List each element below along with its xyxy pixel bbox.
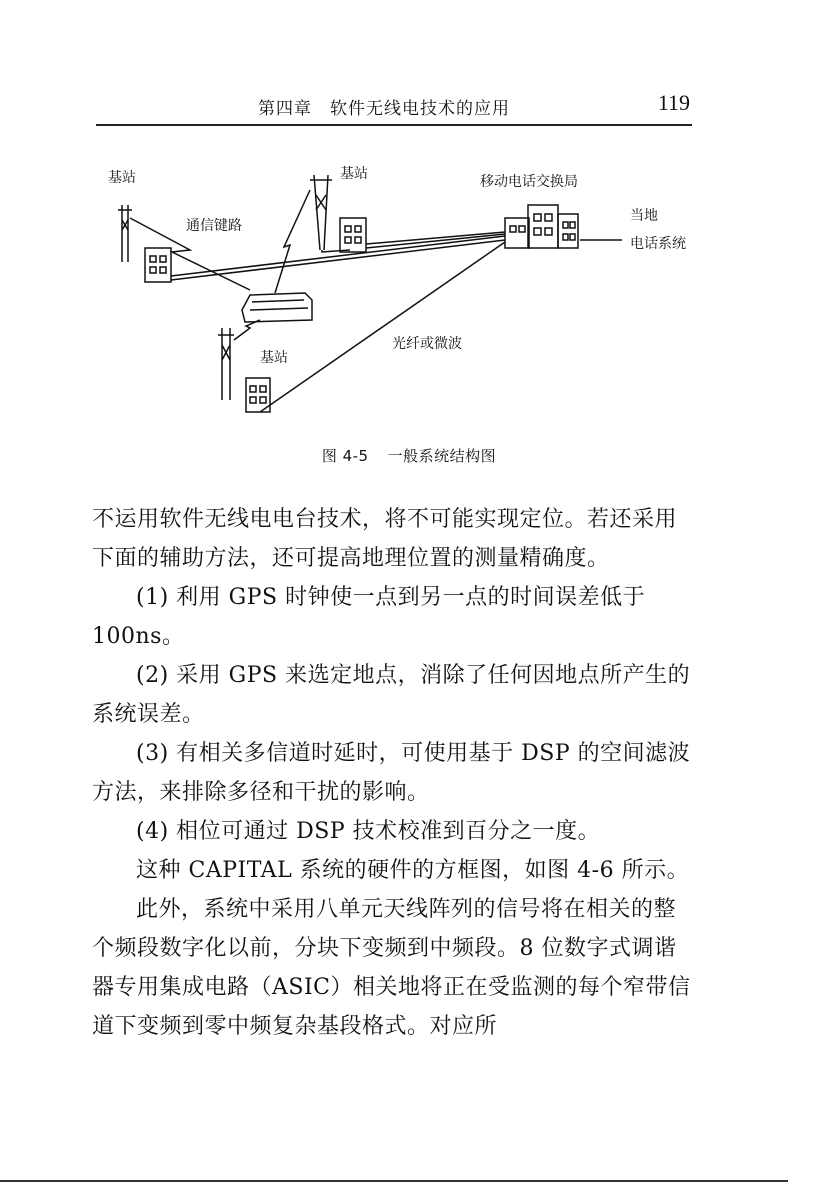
- label-base-station-2: 基站: [340, 166, 368, 182]
- building-station-1: [145, 248, 171, 282]
- radio-link-3: [234, 320, 260, 340]
- page-number: 119: [657, 90, 690, 115]
- label-local-1: 当地: [630, 208, 658, 224]
- base-station-3-mast: [218, 328, 234, 400]
- paragraph: (1) 利用 GPS 时钟使一点到另一点的时间误差低于100ns。: [92, 585, 646, 649]
- paragraph: 此外，系统中采用八单元天线阵列的信号将在相关的整个频段数字化以前，分块下变频到中频段。8 位数字式调谐器专用集成电路（ASIC）相关地将正在受监测的每个窄带信道下变频到零中频复杂基段格式。对应所: [92, 897, 691, 1039]
- base-station-1-mast: [118, 205, 132, 262]
- paragraph: 这种 CAPITAL 系统的硬件的方框图，如图 4-6 所示。: [136, 858, 690, 883]
- label-base-station-1: 基站: [108, 170, 136, 186]
- paragraph: (3) 有相关多信道时延时，可使用基于 DSP 的空间滤波方法，来排除多径和干扰的影响。: [92, 741, 691, 805]
- system-diagram: [100, 150, 710, 422]
- paragraph: (4) 相位可通过 DSP 技术校准到百分之一度。: [136, 819, 601, 844]
- label-base-station-3: 基站: [260, 350, 288, 366]
- building-station-2: [340, 218, 366, 252]
- label-fiber: 光纤或微波: [392, 336, 462, 352]
- mobile-unit: [242, 293, 312, 322]
- wired-link-1: [171, 236, 505, 276]
- base-station-2-mast: [310, 175, 350, 252]
- label-mobile-exchange: 移动电话交换局: [480, 174, 578, 190]
- radio-link-2: [275, 190, 310, 293]
- system-diagram-svg: [100, 150, 710, 422]
- label-comm-link: 通信键路: [186, 218, 242, 234]
- fiber-link: [260, 242, 505, 412]
- label-local-2: 电话系统: [630, 236, 686, 252]
- page-header: [96, 88, 692, 126]
- body-text: [92, 500, 692, 1046]
- figure-caption: [0, 445, 818, 466]
- mobile-exchange-buildings: [505, 205, 578, 248]
- bottom-rule: [0, 1180, 788, 1182]
- running-title: 第四章 软件无线电技术的应用: [258, 99, 510, 119]
- caption-number: 图 4-5: [321, 447, 369, 465]
- paragraph: 不运用软件无线电电台技术，将不可能实现定位。若还采用下面的辅助方法，还可提高地理位置的测量精确度。: [92, 507, 678, 571]
- paragraph: (2) 采用 GPS 来选定地点，消除了任何因地点所产生的系统误差。: [92, 663, 691, 727]
- caption-text: 一般系统结构图: [387, 447, 497, 465]
